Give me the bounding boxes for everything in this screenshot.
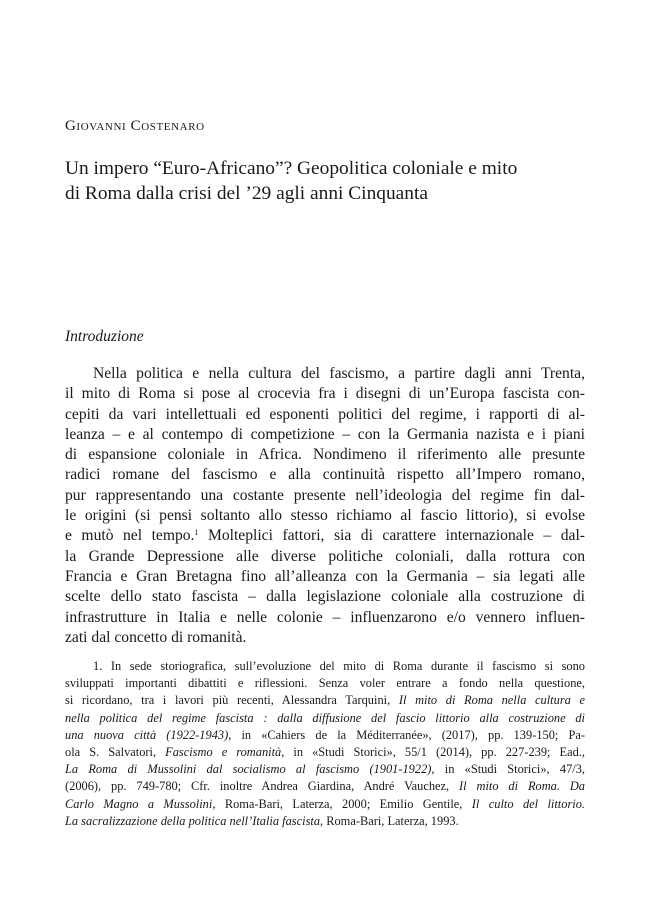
body-line: infrastrutture in Italia e nelle colonie – influenzarono e/o vennero influen-: [65, 608, 585, 626]
footnote-line: [65, 675, 585, 692]
footnote-italic-text: Fascismo e romanità: [165, 744, 282, 759]
footnote-line: [65, 813, 585, 830]
footnote-line: [65, 727, 585, 744]
footnote-ref[interactable]: 1: [194, 528, 199, 538]
title-line: Un impero “Euro-Africano”? Geopolitica coloniale e mito: [65, 158, 518, 179]
body-line: pur rappresentando una costante presente nell’ideologia del regime fin dal-: [65, 486, 585, 504]
footnote-text: , in «Cahiers de la Méditerranée», (2017), pp. 139-150; Pa-: [228, 727, 585, 742]
body-line: Francia e Gran Bretagna fino all’alleanza con la Germania – sia legati alle: [65, 567, 585, 585]
footnote-italic-text: nella politica del regime fascista : dalla diffusione del fascio littorio alla costruzione di: [65, 710, 585, 725]
footnote-italic-text: La Roma di Mussolini dal socialismo al fascismo (1901-1922): [65, 762, 432, 777]
footnote-line: [65, 692, 585, 709]
body-line: zati dal concetto di romanità.: [65, 628, 247, 646]
body-line: Nella politica e nella cultura del fascismo, a partire dagli anni Trenta,: [93, 365, 585, 382]
author-last-name: Costenaro: [130, 118, 205, 134]
footnote-text: (2006), pp. 749-780; Cfr. inoltre Andrea Giardina, André Vauchez,: [65, 779, 460, 794]
section-heading: Introduzione: [65, 328, 144, 345]
footnote-text: , in «Studi Storici», 55/1 (2014), pp. 227-239; Ead.,: [281, 744, 585, 759]
footnote-italic-text: Il mito di Roma. Da: [459, 779, 585, 794]
footnote-line: [65, 710, 585, 727]
footnote-text: , Roma-Bari, Laterza, 2000; Emilio Gentile,: [212, 796, 472, 811]
body-paragraph: [65, 364, 585, 648]
author-name: [65, 118, 205, 135]
body-text-segment: Molteplici fattori, sia di carattere internazionale – dal-: [198, 527, 585, 545]
body-line: la Grande Depressione alle diverse politiche coloniali, dalla rottura con: [65, 547, 585, 565]
title-line: di Roma dalla crisi del ’29 agli anni Cinquanta: [65, 183, 428, 204]
footnote-text: , in «Studi Storici», 47/3,: [431, 762, 585, 777]
footnotes: [65, 658, 585, 830]
author-first-name: Giovanni: [65, 118, 127, 134]
footnote-text: , Roma-Bari, Laterza, 1993.: [320, 813, 459, 828]
footnote-text: 1. In sede storiografica, sull’evoluzione del mito di Roma durante il fascismo si sono: [93, 659, 585, 673]
footnote-italic-text: Il culto del littorio.: [471, 796, 586, 811]
body-line: il mito di Roma si pose al crocevia fra i disegni di un’Europa fascista con-: [65, 385, 585, 403]
body-line: cepiti da vari intellettuali ed esponenti politici del regime, i rapporti di al-: [65, 405, 585, 423]
body-line: le origini (si pensi soltanto allo stesso richiamo al fascio littorio), si evolse: [65, 507, 585, 525]
body-line: [65, 526, 585, 546]
footnote-italic-text: Carlo Magno a Mussolini: [65, 796, 213, 811]
footnote-line: [65, 761, 585, 778]
body-text-segment: e mutò nel tempo.: [65, 527, 195, 545]
footnote-line: [65, 744, 585, 761]
body-line: leanza – e al contempo di competizione – con la Germania nazista e i piani: [65, 425, 585, 443]
footnote-line: [65, 796, 585, 813]
footnote-italic-text: La sacralizzazione della politica nell’Italia fascista: [65, 813, 321, 828]
footnote-line: [65, 658, 585, 675]
footnote-italic-text: una nuova città (1922-1943): [65, 727, 229, 742]
body-line: scelte dello stato fascista – dalla legislazione coloniale alla costruzione di: [65, 588, 585, 606]
body-line: di espansione coloniale in Africa. Nondimeno il riferimento alle presunte: [65, 446, 585, 464]
footnote-text: sviluppati importanti dibattiti e riflessioni. Senza voler entrare a fondo nella questione,: [65, 676, 585, 691]
body-line: radici romane del fascismo e alla continuità rispetto all’Impero romano,: [65, 466, 585, 484]
footnote-text: si ricordano, tra i lavori più recenti, Alessandra Tarquini,: [65, 693, 399, 708]
paper-title: [65, 156, 585, 206]
footnote-line: [65, 778, 585, 795]
footnote-text: ola S. Salvatori,: [65, 744, 166, 759]
footnote-italic-text: Il mito di Roma nella cultura e: [398, 693, 585, 708]
